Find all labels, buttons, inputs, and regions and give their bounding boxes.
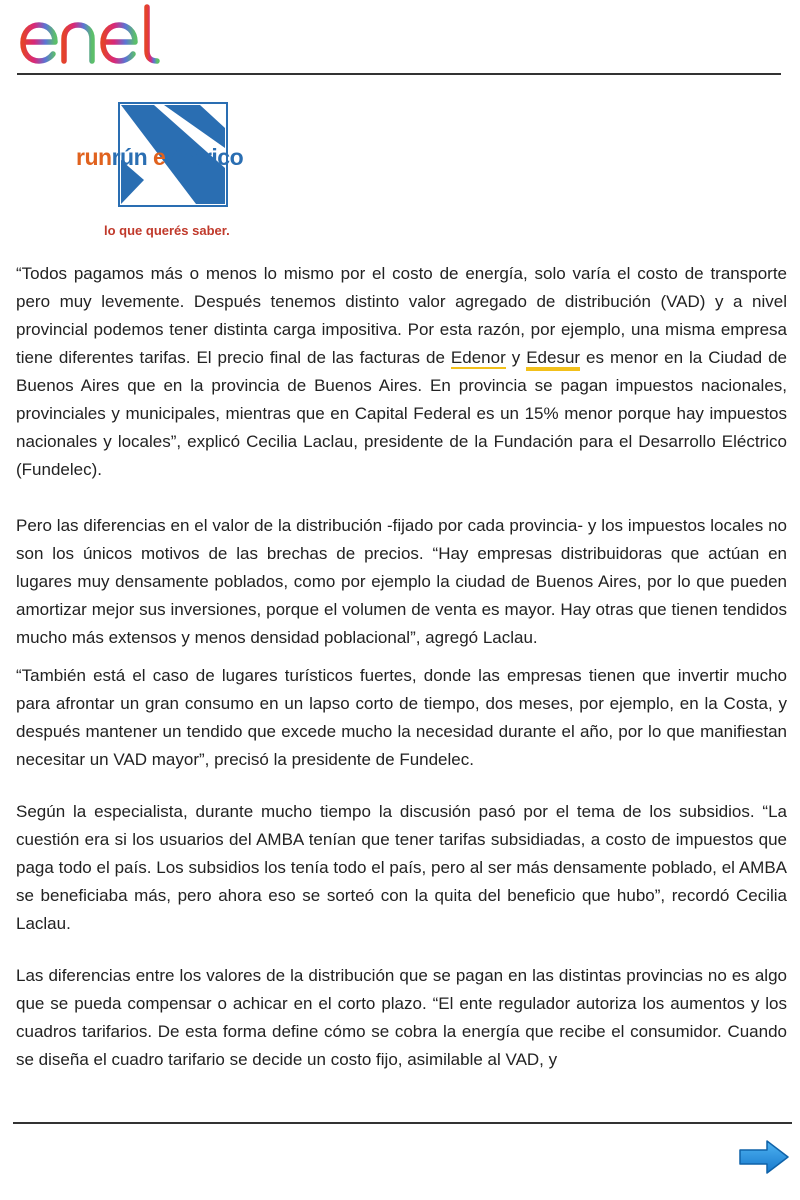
footer-divider <box>13 1122 792 1124</box>
link-edesur[interactable]: Edesur <box>526 348 580 371</box>
link-edenor[interactable]: Edenor <box>450 348 506 367</box>
article-body <box>16 260 787 1074</box>
paragraph-5: Las diferencias entre los valores de la distribución que se pagan en las distintas provincias no es algo que se pueda compensar o achicar en el corto plazo. “El ente regulador autoriza los aumentos y los cuadros tarifarios. De esta forma define cómo se cobra la energía que recibe el consumidor. Cuando se diseña el cuadro tarifario se decide un costo fijo, asimilable al VAD, y <box>16 966 787 1069</box>
paragraph-1: “Todos pagamos más o menos lo mismo por el costo de energía, solo varía el costo de transporte pero muy levemente. Después tenemos distinto valor agregado de distribución (VAD) y a nivel provincial podemos tener distinta carga impositiva. Por esta razón, por ejemplo, una misma empresa tiene diferentes tarifas. El precio final de las facturas de Edenor y Edesur es menor en la Ciudad de Buenos Aires que en la provincia de Buenos Aires. En provincia se pagan impuestos nacionales, provinciales y municipales, mientras que en Capital Federal es un 15% menor porque hay impuestos nacionales y locales”, explicó Cecilia Laclau, presidente de la Fundación para el Desarrollo Eléctrico (Fundelec). <box>16 264 787 479</box>
runrun-wordmark: runrún eléctrico <box>76 144 244 170</box>
enel-logo <box>18 4 180 66</box>
arrow-right-icon[interactable] <box>737 1138 791 1176</box>
runrun-electrico-logo <box>72 100 282 240</box>
paragraph-4: Según la especialista, durante mucho tiempo la discusión pasó por el tema de los subsidios. “La cuestión era si los usuarios del AMBA tenían que tener tarifas subsidiadas, a costo de impuestos que paga todo el país. Los subsidios los tenía todo el país, pero al ser más densamente poblado, el AMBA se beneficiaba más, pero ahora eso se sorteó con la quita del beneficio que hubo”, recordó Cecilia Laclau. <box>16 802 787 933</box>
paragraph-2: Pero las diferencias en el valor de la distribución -fijado por cada provincia- y los impuestos locales no son los únicos motivos de las brechas de precios. “Hay empresas distribuidoras que actúan en lugares muy densamente poblados, como por ejemplo la ciudad de Buenos Aires, por lo que pueden amortizar mejor sus inversiones, porque el volumen de venta es mayor. Hay otras que tienen tendidos mucho más extensos y menos densidad poblacional”, agregó Laclau. <box>16 516 787 647</box>
logo-tagline: lo que querés saber. <box>104 223 230 238</box>
page-header <box>0 0 800 80</box>
header-divider <box>17 73 781 75</box>
paragraph-3: “También está el caso de lugares turísticos fuertes, donde las empresas tienen que invertir mucho para afrontar un gran consumo en un lapso corto de tiempo, dos meses, por ejemplo, en la Costa, y después mantener un tendido que excede mucho la necesidad durante el año, por lo que manifiestan necesitar un VAD mayor”, precisó la presidente de Fundelec. <box>16 666 787 769</box>
